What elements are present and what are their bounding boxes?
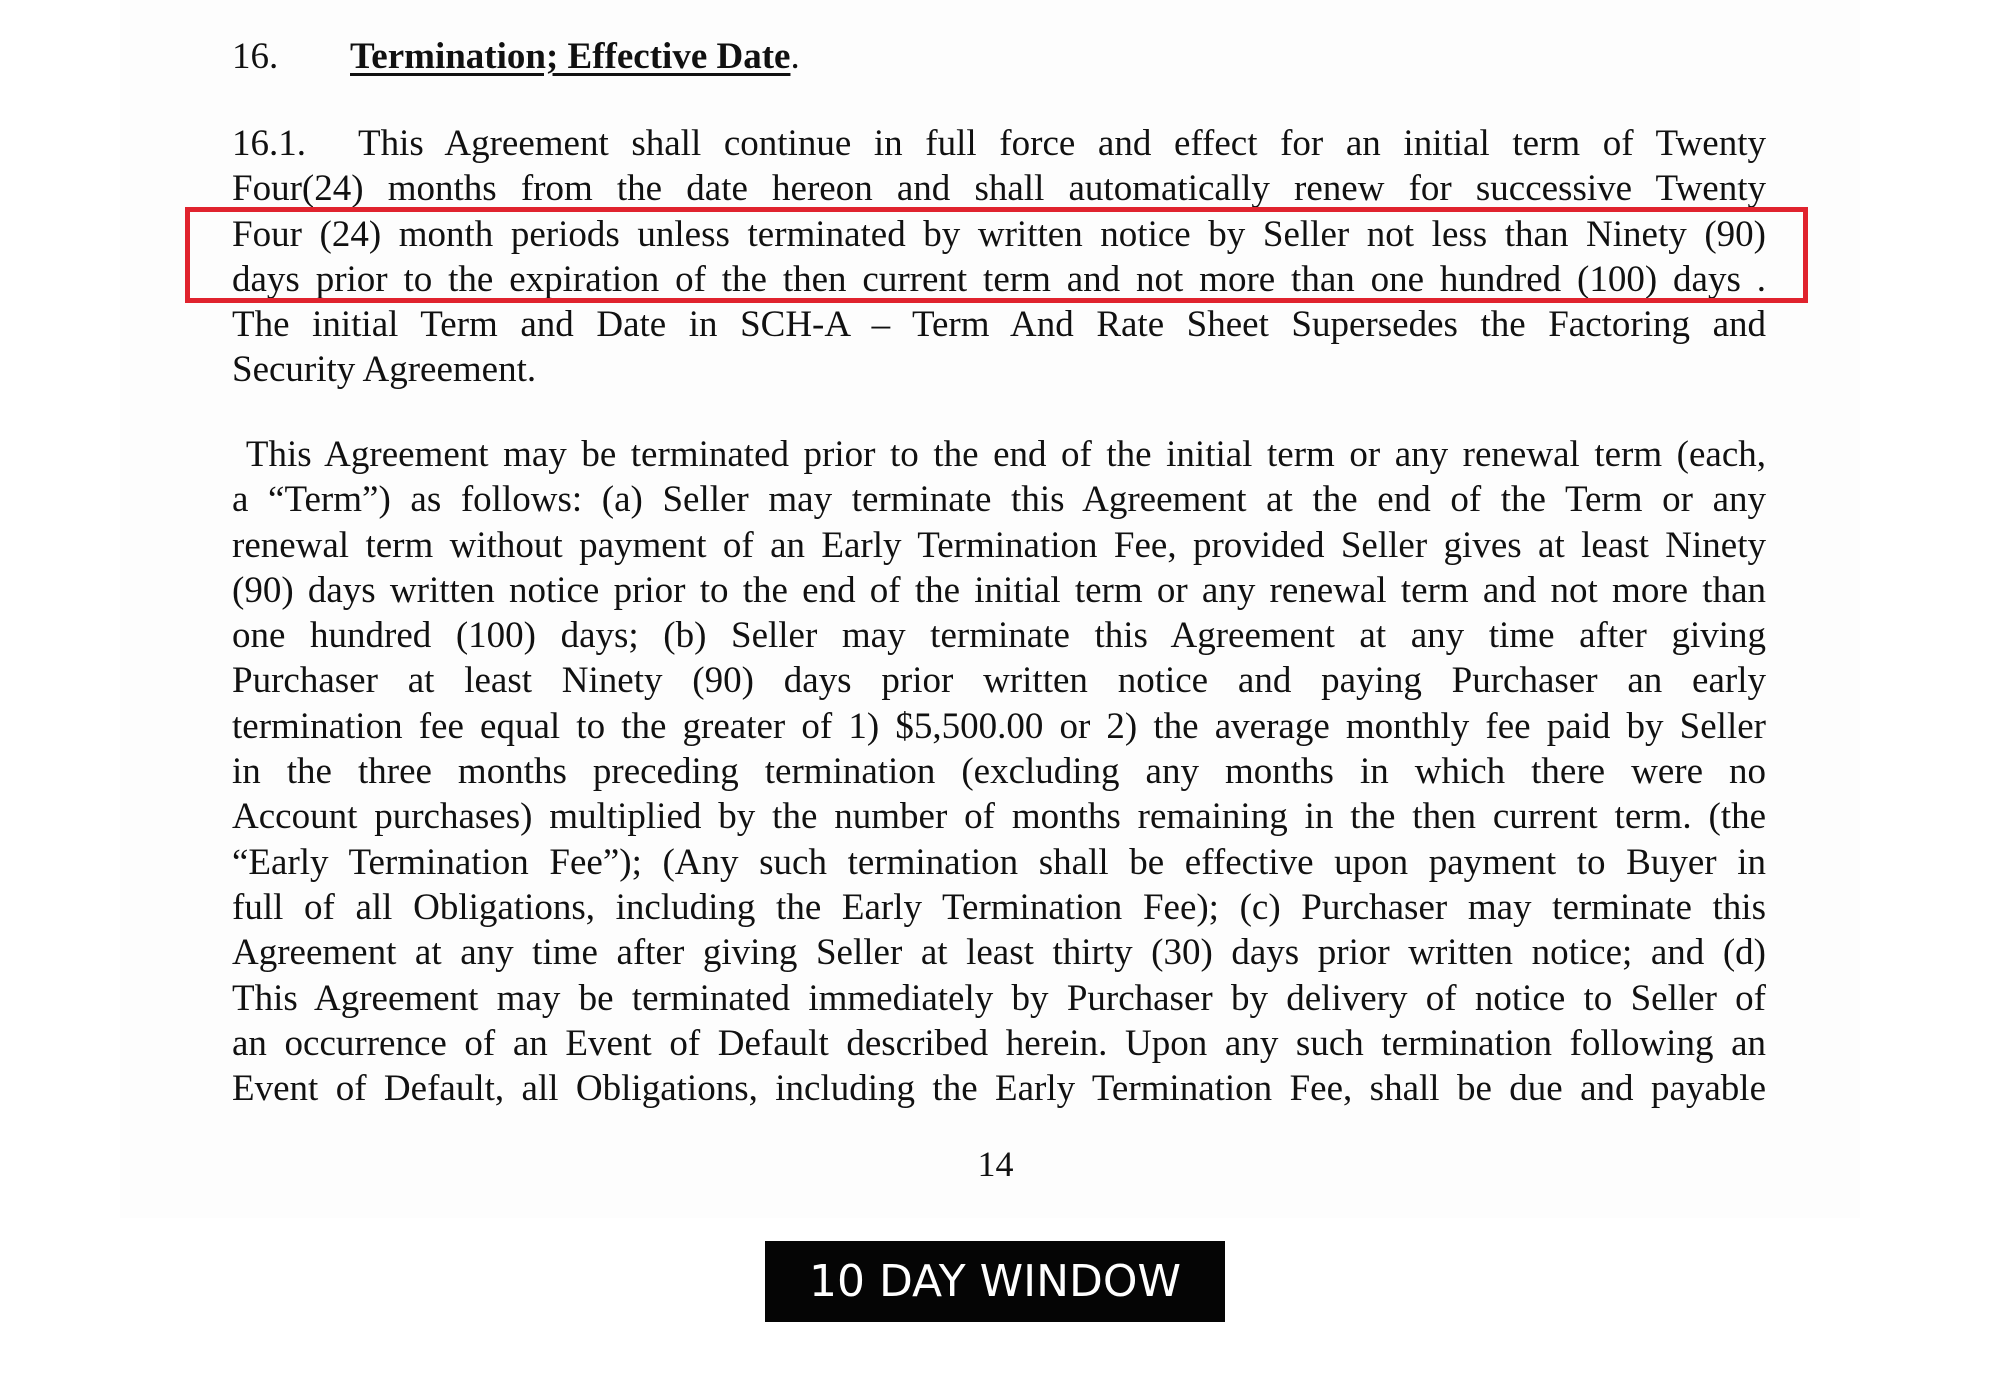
paragraph-line: in the three months preceding termination (excluding any months in which there were no	[232, 751, 1766, 793]
clause-line	[232, 121, 1766, 166]
clause-line-text: This Agreement shall continue in full force and effect for an initial term of Twenty	[358, 123, 1766, 164]
clause-line-highlighted: Four (24) month periods unless terminated by written notice by Seller not less than Ninety (90)	[232, 213, 1766, 255]
termination-paragraph	[232, 432, 1766, 1111]
paragraph-line: Account purchases) multiplied by the number of months remaining in the then current term. (the	[232, 796, 1766, 838]
highlight-annotation-box	[185, 207, 1808, 303]
clause-line: The initial Term and Date in SCH-A – Term And Rate Sheet Supersedes the Factoring and	[232, 304, 1766, 346]
paragraph-line: This Agreement may be terminated immediately by Purchaser by delivery of notice to Seller of	[232, 977, 1766, 1019]
section-heading	[232, 34, 1766, 80]
clause-number: 16.1.	[232, 123, 306, 164]
paragraph-line: This Agreement may be terminated prior to the end of the initial term or any renewal term (each,	[232, 434, 1766, 475]
section-title: Termination; Effective Date	[350, 36, 791, 77]
paragraph-line: Purchaser at least Ninety (90) days prior written notice and paying Purchaser an early	[232, 660, 1766, 702]
paragraph-line: a “Term”) as follows: (a) Seller may terminate this Agreement at the end of the Term or any	[232, 479, 1766, 521]
page-number: 14	[977, 1144, 1014, 1184]
paragraph-line: renewal term without payment of an Early Termination Fee, provided Seller gives at least Ninety	[232, 524, 1766, 566]
clause-line: Four(24) months from the date hereon and shall automatically renew for successive Twenty	[232, 168, 1766, 210]
paragraph-line: one hundred (100) days; (b) Seller may terminate this Agreement at any time after giving	[232, 615, 1766, 657]
section-title-suffix: .	[790, 36, 800, 77]
paragraph-line: full of all Obligations, including the Early Termination Fee); (c) Purchaser may terminate this	[232, 886, 1766, 928]
clause-line-highlighted: days prior to the expiration of the then current term and not more than one hundred (100) days .	[232, 258, 1766, 300]
paragraph-line: “Early Termination Fee”); (Any such termination shall be effective upon payment to Buyer in	[232, 841, 1766, 883]
paragraph-line: Event of Default, all Obligations, including the Early Termination Fee, shall be due and payable	[232, 1068, 1766, 1110]
paragraph-line: an occurrence of an Event of Default described herein. Upon any such termination following an	[232, 1022, 1766, 1064]
paragraph-line: (90) days written notice prior to the end of the initial term or any renewal term and not more than	[232, 569, 1766, 611]
paragraph-line: Agreement at any time after giving Seller at least thirty (30) days prior written notice; and (d)	[232, 932, 1766, 974]
section-number: 16.	[232, 36, 279, 77]
ten-day-window-banner: 10 DAY WINDOW	[765, 1241, 1225, 1322]
clause-line: Security Agreement.	[232, 349, 537, 391]
paragraph-line: termination fee equal to the greater of 1) $5,500.00 or 2) the average monthly fee paid by Seller	[232, 705, 1766, 747]
